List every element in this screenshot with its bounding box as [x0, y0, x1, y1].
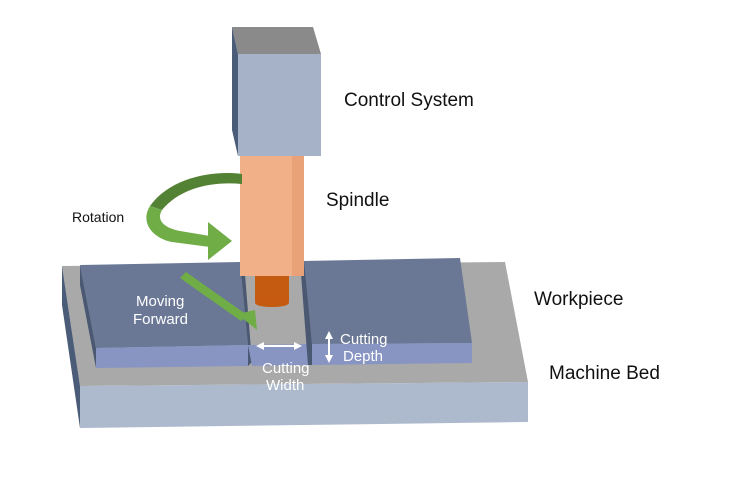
label-spindle: Spindle — [326, 190, 390, 211]
rotation-arrow-front-band — [146, 206, 210, 247]
label-cutting-width-line2: Width — [266, 377, 305, 394]
label-rotation: Rotation — [72, 209, 125, 225]
label-moving-forward-line1: Moving — [136, 293, 185, 310]
label-machine-bed: Machine Bed — [549, 363, 660, 384]
rotation-arrow — [146, 173, 242, 260]
cutting-tool-base — [255, 299, 289, 307]
workpiece-right-block — [300, 258, 472, 365]
workpiece-left-front — [96, 345, 248, 368]
label-cutting-depth-line2: Depth — [343, 348, 384, 365]
control-box-front — [238, 54, 321, 156]
rotation-arrow-back-band — [150, 173, 242, 210]
rotation-arrow-head — [208, 222, 232, 260]
label-cutting-width-line1: Cutting — [262, 360, 310, 377]
control-system-box — [232, 27, 321, 156]
label-cutting-depth-line1: Cutting — [340, 331, 388, 348]
label-control-system: Control System — [344, 90, 474, 111]
label-moving-forward-line2: Forward — [133, 311, 189, 328]
label-workpiece: Workpiece — [534, 289, 624, 310]
spindle-shade — [292, 152, 304, 276]
workpiece-right-front — [312, 343, 472, 365]
control-box-top — [232, 27, 321, 54]
